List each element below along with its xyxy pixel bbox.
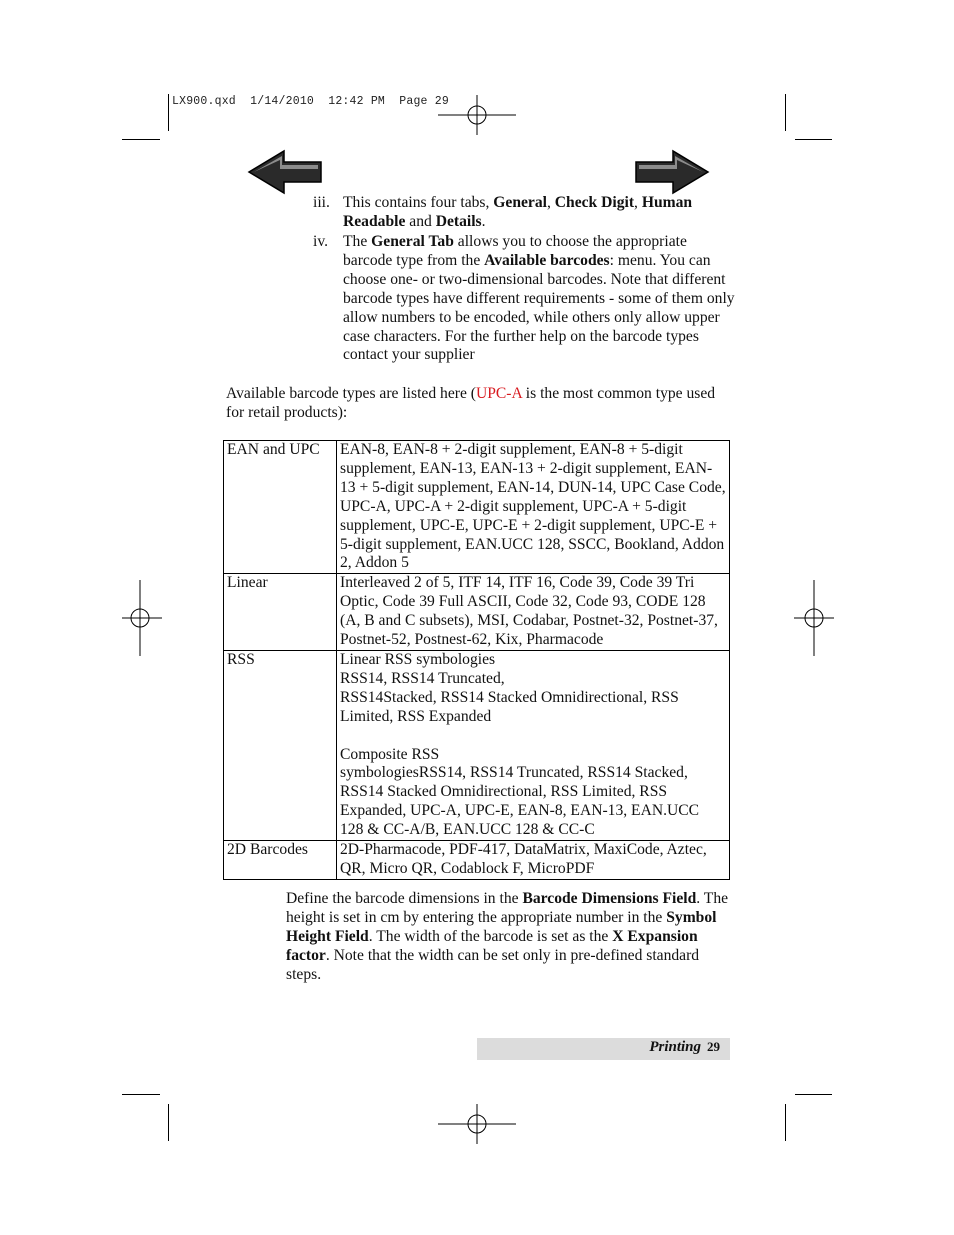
barcode-list-cell — [337, 574, 730, 651]
barcode-list: 2D-Pharmacode, PDF-417, DataMatrix, MaxiCode, Aztec, QR, Micro QR, Codablock F, MicroPDF — [340, 841, 707, 877]
text-run: . Note that the width can be set only in pre-defined standard steps. — [286, 946, 700, 983]
barcode-list: symbologiesRSS14, RSS14 Truncated, RSS14 Stacked, RSS14 Stacked Omnidirectional, RSS Limited, RSS Expanded, UPC-A, UPC-E, EAN-8, EAN-13, EAN.UCC 128 & CC-A/B, EAN.UCC 128 & CC-C — [340, 764, 700, 839]
barcode-list-cell — [337, 841, 730, 880]
footer-section: Printing — [649, 1039, 701, 1055]
print-slug: LX900.qxd 1/14/2010 12:42 PM Page 29 — [172, 95, 449, 108]
text-run: and — [405, 212, 436, 230]
intro-text-before: Available barcode types are listed here ( — [226, 385, 476, 402]
list-number: iii. — [313, 194, 330, 211]
text-run: The — [343, 233, 372, 250]
bold-term: Human Readable — [343, 194, 693, 230]
list-text — [343, 233, 735, 365]
text-run: , — [634, 194, 642, 211]
page-footer — [477, 1038, 730, 1060]
table-row — [224, 650, 730, 840]
crop-mark — [122, 1094, 160, 1095]
barcode-category: EAN and UPC — [224, 441, 337, 574]
crop-mark — [785, 94, 786, 131]
barcode-list: Interleaved 2 of 5, ITF 14, ITF 16, Code 39, Code 39 Tri Optic, Code 39 Full ASCII, Code 32, Code 93, CODE 128 (A, B and C subsets), MSI, Codabar, Postnet-32, Postnet-37, Postnet-52, Postnest-62, Kix, Pharmacode — [340, 574, 718, 649]
bold-term: Symbol Height Field — [286, 908, 717, 945]
dimensions-paragraph — [286, 890, 731, 985]
text-run: . — [481, 212, 486, 230]
intro-text-after: is the most common type used for retail products): — [226, 385, 716, 421]
text-run: : menu. You can choose one- or two-dimensional barcodes. Note that different barcode types have different requirements - some of them only allow numbers to be encoded, while others only allow upper case characters. For the further help on the barcode types contact your supplier — [343, 251, 735, 364]
barcode-category: RSS — [224, 650, 337, 840]
barcode-list — [340, 727, 726, 746]
text-run: allows you to choose the appropriate barcode type from the — [343, 233, 687, 269]
table-row — [224, 441, 730, 574]
bold-term: General Tab — [371, 233, 454, 250]
crop-mark — [168, 1104, 169, 1141]
footer-label — [649, 1039, 720, 1056]
crop-mark — [785, 1104, 786, 1141]
registration-mark-icon — [438, 1104, 516, 1144]
barcode-list-cell — [337, 650, 730, 840]
bold-term: X Expansion factor — [286, 927, 698, 964]
bold-term: Available barcodes — [484, 251, 610, 269]
crop-mark — [122, 139, 160, 140]
footer-page-number: 29 — [707, 1039, 720, 1054]
registration-mark-icon — [794, 580, 834, 656]
barcode-list: RSS14, RSS14 Truncated, — [340, 669, 505, 687]
barcode-list: Composite RSS — [340, 745, 440, 763]
crop-mark — [795, 1094, 832, 1095]
crop-mark — [795, 139, 832, 140]
text-run: Define the barcode dimensions in the — [286, 890, 523, 907]
intro-paragraph — [226, 385, 726, 423]
bold-term: Barcode Dimensions Field — [522, 890, 697, 907]
text-run: . The height is set in cm by entering the appropriate number in the — [286, 890, 729, 926]
bold-term: General — [493, 194, 547, 211]
list-number: iv. — [313, 233, 329, 250]
back-arrow-icon[interactable] — [246, 148, 324, 196]
barcode-list: RSS14Stacked, RSS14 Stacked Omnidirectional, RSS Limited, RSS Expanded — [340, 688, 679, 725]
table-row — [224, 574, 730, 651]
registration-mark-icon — [438, 95, 516, 135]
barcode-types-table — [223, 440, 730, 880]
text-run: . The width of the barcode is set as the — [368, 927, 613, 945]
forward-arrow-icon[interactable] — [633, 148, 711, 196]
crop-mark — [168, 94, 169, 131]
barcode-list-cell — [337, 441, 730, 574]
text-run: This contains four tabs, — [343, 194, 494, 211]
barcode-category: 2D Barcodes — [224, 841, 337, 880]
barcode-category: Linear — [224, 574, 337, 651]
list-text — [343, 194, 735, 232]
bold-term: Check Digit — [554, 194, 635, 211]
bold-term: Details — [435, 212, 482, 230]
upc-a-link[interactable]: UPC-A — [475, 385, 522, 402]
barcode-list: Linear RSS symbologies — [340, 650, 496, 668]
barcode-list: EAN-8, EAN-8 + 2-digit supplement, EAN-8 + 5-digit supplement, EAN-13, EAN-13 + 2-digit supplement, EAN-13 + 5-digit supplement, EAN-14, DUN-14, UPC Case Code, UPC-A, UPC-A + 2-digit supplement, UPC-A + 5-digit supplement, UPC-E, UPC-E + 2-digit supplement, UPC-E + 5-digit supplement, EAN.UCC 128, SSCC, Bookland, Addon 2, Addon 5 — [340, 441, 726, 572]
text-run: , — [546, 194, 555, 211]
registration-mark-icon — [122, 580, 162, 656]
table-row — [224, 841, 730, 880]
